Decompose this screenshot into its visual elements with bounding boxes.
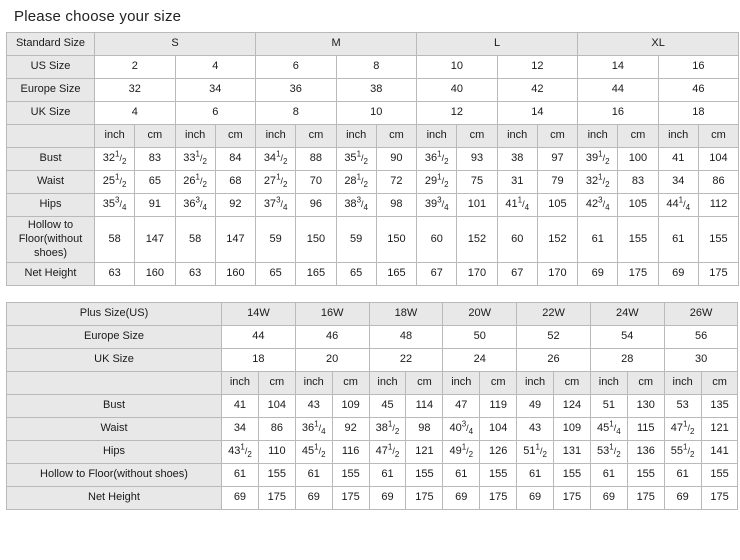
unit-cell: cm xyxy=(215,125,255,148)
row-cell: 63 xyxy=(95,263,135,286)
row-cell: $32^1/_2$ xyxy=(95,148,135,171)
row-cell: 10 xyxy=(336,102,417,125)
row-cell: 98 xyxy=(376,194,416,217)
row-cell: $26^1/_2$ xyxy=(175,171,215,194)
row-cell: 175 xyxy=(406,487,443,510)
row-cell: 96 xyxy=(296,194,336,217)
row-cell: 60 xyxy=(417,217,457,263)
table-row xyxy=(7,79,739,102)
row-cell: 101 xyxy=(457,194,497,217)
size-group-header: 22W xyxy=(517,303,591,326)
row-cell: 160 xyxy=(135,263,175,286)
row-cell: $51^1/_2$ xyxy=(517,441,554,464)
row-cell: $42^3/_4$ xyxy=(578,194,618,217)
row-cell: 84 xyxy=(215,148,255,171)
row-cell: $38^3/_4$ xyxy=(336,194,376,217)
size-group-header: 18W xyxy=(369,303,443,326)
row-cell: 8 xyxy=(336,56,417,79)
table-row xyxy=(7,487,738,510)
unit-cell: cm xyxy=(376,125,416,148)
unit-cell: inch xyxy=(295,372,332,395)
row-cell: 92 xyxy=(332,418,369,441)
row-cell: $39^1/_2$ xyxy=(578,148,618,171)
unit-cell: inch xyxy=(336,125,376,148)
row-cell: 43 xyxy=(295,395,332,418)
unit-cell: inch xyxy=(369,372,406,395)
unit-cell: inch xyxy=(95,125,135,148)
table-row xyxy=(7,418,738,441)
row-cell: 8 xyxy=(256,102,337,125)
row-cell: 41 xyxy=(222,395,259,418)
row-cell: 12 xyxy=(417,102,498,125)
unit-cell: cm xyxy=(554,372,591,395)
row-cell: 40 xyxy=(417,79,498,102)
row-cell: 32 xyxy=(95,79,176,102)
row-label: Net Height xyxy=(7,487,222,510)
row-cell: 44 xyxy=(578,79,659,102)
row-cell: $41^1/_4$ xyxy=(497,194,537,217)
row-cell: 45 xyxy=(369,395,406,418)
row-cell: 109 xyxy=(554,418,591,441)
row-cell: 175 xyxy=(701,487,738,510)
row-cell: 175 xyxy=(258,487,295,510)
row-cell: 61 xyxy=(578,217,618,263)
row-label: Hips xyxy=(7,194,95,217)
row-cell: 92 xyxy=(215,194,255,217)
row-cell: 170 xyxy=(457,263,497,286)
size-group-header: 16W xyxy=(295,303,369,326)
row-cell: 69 xyxy=(658,263,698,286)
row-cell: 69 xyxy=(443,487,480,510)
row-cell: 61 xyxy=(517,464,554,487)
row-cell: 61 xyxy=(443,464,480,487)
row-cell: 69 xyxy=(222,487,259,510)
row-cell: 61 xyxy=(664,464,701,487)
row-cell: 121 xyxy=(701,418,738,441)
row-cell: 112 xyxy=(698,194,738,217)
row-cell: 14 xyxy=(497,102,578,125)
row-cell: 61 xyxy=(590,464,627,487)
unit-cell: cm xyxy=(698,125,738,148)
row-cell: $34^1/_2$ xyxy=(256,148,296,171)
row-cell: 30 xyxy=(664,349,738,372)
table-corner-label: Standard Size xyxy=(7,33,95,56)
row-cell: 155 xyxy=(406,464,443,487)
size-group-header: XL xyxy=(578,33,739,56)
row-cell: 36 xyxy=(256,79,337,102)
row-cell: 155 xyxy=(554,464,591,487)
row-cell: 165 xyxy=(376,263,416,286)
row-cell: 105 xyxy=(618,194,658,217)
row-cell: 20 xyxy=(295,349,369,372)
row-label: UK Size xyxy=(7,102,95,125)
unit-cell: cm xyxy=(258,372,295,395)
row-cell: 119 xyxy=(480,395,517,418)
row-cell: 69 xyxy=(590,487,627,510)
row-cell: 69 xyxy=(578,263,618,286)
row-cell: 41 xyxy=(658,148,698,171)
row-cell: 38 xyxy=(336,79,417,102)
unit-cell: cm xyxy=(457,125,497,148)
row-cell: 51 xyxy=(590,395,627,418)
row-cell: 69 xyxy=(664,487,701,510)
row-cell: 26 xyxy=(517,349,591,372)
row-label: Net Height xyxy=(7,263,95,286)
row-cell: $35^1/_2$ xyxy=(336,148,376,171)
row-cell: 100 xyxy=(618,148,658,171)
table-row xyxy=(7,171,739,194)
row-cell: 4 xyxy=(175,56,256,79)
row-cell: 104 xyxy=(480,418,517,441)
row-cell: 58 xyxy=(95,217,135,263)
table-row xyxy=(7,395,738,418)
row-cell: 155 xyxy=(480,464,517,487)
row-cell: 147 xyxy=(215,217,255,263)
unit-cell: inch xyxy=(222,372,259,395)
size-group-header: L xyxy=(417,33,578,56)
unit-cell: cm xyxy=(480,372,517,395)
unit-cell: cm xyxy=(135,125,175,148)
row-cell: 104 xyxy=(698,148,738,171)
row-cell: $28^1/_2$ xyxy=(336,171,376,194)
row-cell: 155 xyxy=(332,464,369,487)
row-cell: 141 xyxy=(701,441,738,464)
row-cell: $25^1/_2$ xyxy=(95,171,135,194)
row-cell: 115 xyxy=(627,418,664,441)
row-cell: $45^1/_4$ xyxy=(590,418,627,441)
row-label: Bust xyxy=(7,148,95,171)
row-cell: 24 xyxy=(443,349,517,372)
row-cell: $47^1/_2$ xyxy=(369,441,406,464)
unit-cell: inch xyxy=(443,372,480,395)
row-cell: 97 xyxy=(537,148,577,171)
row-cell: 130 xyxy=(627,395,664,418)
row-cell: 6 xyxy=(175,102,256,125)
row-cell: 16 xyxy=(658,56,739,79)
row-cell: 98 xyxy=(406,418,443,441)
unit-cell: cm xyxy=(406,372,443,395)
row-cell: $37^3/_4$ xyxy=(256,194,296,217)
unit-cell: inch xyxy=(417,125,457,148)
row-cell: $33^1/_2$ xyxy=(175,148,215,171)
row-cell: 18 xyxy=(658,102,739,125)
unit-cell: inch xyxy=(658,125,698,148)
row-label: Waist xyxy=(7,171,95,194)
unit-cell: inch xyxy=(517,372,554,395)
row-cell: 34 xyxy=(222,418,259,441)
row-cell: 104 xyxy=(258,395,295,418)
row-cell: 155 xyxy=(701,464,738,487)
row-cell: 31 xyxy=(497,171,537,194)
row-cell: $29^1/_2$ xyxy=(417,171,457,194)
table-header-row xyxy=(7,33,739,56)
row-cell: $36^1/_4$ xyxy=(295,418,332,441)
unit-cell: cm xyxy=(701,372,738,395)
row-cell: 65 xyxy=(135,171,175,194)
row-cell: 6 xyxy=(256,56,337,79)
row-cell: 175 xyxy=(698,263,738,286)
row-cell: 126 xyxy=(480,441,517,464)
unit-cell: cm xyxy=(627,372,664,395)
row-cell: $32^1/_2$ xyxy=(578,171,618,194)
table-row xyxy=(7,194,739,217)
row-label: Europe Size xyxy=(7,79,95,102)
table-row xyxy=(7,102,739,125)
row-cell: $35^3/_4$ xyxy=(95,194,135,217)
row-label: Bust xyxy=(7,395,222,418)
table-row xyxy=(7,441,738,464)
row-cell: 70 xyxy=(296,171,336,194)
row-cell: 91 xyxy=(135,194,175,217)
size-group-header: 14W xyxy=(222,303,296,326)
unit-cell: cm xyxy=(296,125,336,148)
table-spacer xyxy=(4,286,736,302)
row-cell: 67 xyxy=(417,263,457,286)
row-cell: 83 xyxy=(618,171,658,194)
row-cell: 152 xyxy=(457,217,497,263)
row-cell: $38^1/_2$ xyxy=(369,418,406,441)
size-group-header: 20W xyxy=(443,303,517,326)
row-label: US Size xyxy=(7,56,95,79)
row-cell: 175 xyxy=(480,487,517,510)
row-cell: 44 xyxy=(222,326,296,349)
row-cell: $27^1/_2$ xyxy=(256,171,296,194)
row-cell: 18 xyxy=(222,349,296,372)
standard-size-table xyxy=(6,32,739,286)
row-cell: 12 xyxy=(497,56,578,79)
row-cell: 59 xyxy=(256,217,296,263)
unit-cell: cm xyxy=(537,125,577,148)
table-row xyxy=(7,263,739,286)
row-label: Europe Size xyxy=(7,326,222,349)
row-cell: 56 xyxy=(664,326,738,349)
row-cell: 86 xyxy=(698,171,738,194)
row-cell: 61 xyxy=(658,217,698,263)
row-cell: 109 xyxy=(332,395,369,418)
unit-cell: inch xyxy=(664,372,701,395)
table-row xyxy=(7,326,738,349)
standard-size-table-body xyxy=(7,33,739,286)
table-row xyxy=(7,125,739,148)
row-cell: $39^3/_4$ xyxy=(417,194,457,217)
row-cell: $36^3/_4$ xyxy=(175,194,215,217)
row-cell: 83 xyxy=(135,148,175,171)
table-row xyxy=(7,148,739,171)
row-cell: 53 xyxy=(664,395,701,418)
row-cell: 88 xyxy=(296,148,336,171)
row-cell: 116 xyxy=(332,441,369,464)
row-cell: 147 xyxy=(135,217,175,263)
row-cell: 124 xyxy=(554,395,591,418)
row-cell: 135 xyxy=(701,395,738,418)
row-cell: $47^1/_2$ xyxy=(664,418,701,441)
row-cell: $43^1/_2$ xyxy=(222,441,259,464)
unit-cell: inch xyxy=(256,125,296,148)
row-cell: 155 xyxy=(618,217,658,263)
row-label: Waist xyxy=(7,418,222,441)
unit-cell: inch xyxy=(497,125,537,148)
size-group-header: M xyxy=(256,33,417,56)
row-label: UK Size xyxy=(7,349,222,372)
row-cell: 175 xyxy=(618,263,658,286)
row-cell: 86 xyxy=(258,418,295,441)
row-cell: 69 xyxy=(369,487,406,510)
row-cell: 46 xyxy=(295,326,369,349)
row-label: Hips xyxy=(7,441,222,464)
row-cell: 48 xyxy=(369,326,443,349)
table-corner-label: Plus Size(US) xyxy=(7,303,222,326)
row-cell: $45^1/_2$ xyxy=(295,441,332,464)
plus-size-table-body xyxy=(7,303,738,510)
size-group-header: 24W xyxy=(590,303,664,326)
row-cell: 110 xyxy=(258,441,295,464)
table-row xyxy=(7,56,739,79)
row-cell: 155 xyxy=(258,464,295,487)
row-cell: 42 xyxy=(497,79,578,102)
row-cell: 131 xyxy=(554,441,591,464)
row-cell: 90 xyxy=(376,148,416,171)
row-cell: 60 xyxy=(497,217,537,263)
table-row xyxy=(7,217,739,263)
row-label xyxy=(7,372,222,395)
row-cell: $40^3/_4$ xyxy=(443,418,480,441)
row-cell: 22 xyxy=(369,349,443,372)
row-cell: 49 xyxy=(517,395,554,418)
row-cell: 46 xyxy=(658,79,739,102)
row-cell: 75 xyxy=(457,171,497,194)
row-cell: 121 xyxy=(406,441,443,464)
row-cell: 68 xyxy=(215,171,255,194)
row-cell: $55^1/_2$ xyxy=(664,441,701,464)
row-cell: 67 xyxy=(497,263,537,286)
row-cell: 50 xyxy=(443,326,517,349)
row-cell: 58 xyxy=(175,217,215,263)
size-group-header: S xyxy=(95,33,256,56)
row-cell: 28 xyxy=(590,349,664,372)
row-cell: $36^1/_2$ xyxy=(417,148,457,171)
row-cell: 65 xyxy=(336,263,376,286)
row-label xyxy=(7,125,95,148)
table-row xyxy=(7,464,738,487)
row-cell: 175 xyxy=(627,487,664,510)
row-cell: 16 xyxy=(578,102,659,125)
table-header-row xyxy=(7,303,738,326)
row-cell: 52 xyxy=(517,326,591,349)
unit-cell: cm xyxy=(618,125,658,148)
row-cell: 105 xyxy=(537,194,577,217)
row-cell: 2 xyxy=(95,56,176,79)
unit-cell: inch xyxy=(578,125,618,148)
size-group-header: 26W xyxy=(664,303,738,326)
row-cell: 61 xyxy=(295,464,332,487)
row-cell: 69 xyxy=(295,487,332,510)
unit-cell: inch xyxy=(590,372,627,395)
row-cell: $44^1/_4$ xyxy=(658,194,698,217)
row-cell: 34 xyxy=(658,171,698,194)
row-cell: 155 xyxy=(698,217,738,263)
row-cell: 61 xyxy=(222,464,259,487)
row-cell: 79 xyxy=(537,171,577,194)
row-cell: 93 xyxy=(457,148,497,171)
row-cell: 175 xyxy=(332,487,369,510)
row-cell: 47 xyxy=(443,395,480,418)
page-title: Please choose your size xyxy=(14,8,182,25)
row-cell: 63 xyxy=(175,263,215,286)
row-cell: 43 xyxy=(517,418,554,441)
row-cell: 150 xyxy=(376,217,416,263)
plus-size-table xyxy=(6,302,738,510)
row-cell: 165 xyxy=(296,263,336,286)
row-cell: 136 xyxy=(627,441,664,464)
row-cell: 4 xyxy=(95,102,176,125)
row-cell: 10 xyxy=(417,56,498,79)
row-cell: 155 xyxy=(627,464,664,487)
row-cell: $49^1/_2$ xyxy=(443,441,480,464)
row-cell: 61 xyxy=(369,464,406,487)
row-cell: 69 xyxy=(517,487,554,510)
row-cell: 72 xyxy=(376,171,416,194)
row-label: Hollow to Floor(without shoes) xyxy=(7,217,95,263)
unit-cell: cm xyxy=(332,372,369,395)
row-cell: 170 xyxy=(537,263,577,286)
row-cell: 38 xyxy=(497,148,537,171)
row-cell: 160 xyxy=(215,263,255,286)
row-cell: 175 xyxy=(554,487,591,510)
row-cell: $53^1/_2$ xyxy=(590,441,627,464)
row-cell: 34 xyxy=(175,79,256,102)
row-label: Hollow to Floor(without shoes) xyxy=(7,464,222,487)
row-cell: 59 xyxy=(336,217,376,263)
row-cell: 14 xyxy=(578,56,659,79)
row-cell: 114 xyxy=(406,395,443,418)
unit-cell: inch xyxy=(175,125,215,148)
row-cell: 65 xyxy=(256,263,296,286)
row-cell: 150 xyxy=(296,217,336,263)
table-row xyxy=(7,349,738,372)
row-cell: 54 xyxy=(590,326,664,349)
row-cell: 152 xyxy=(537,217,577,263)
table-row xyxy=(7,372,738,395)
